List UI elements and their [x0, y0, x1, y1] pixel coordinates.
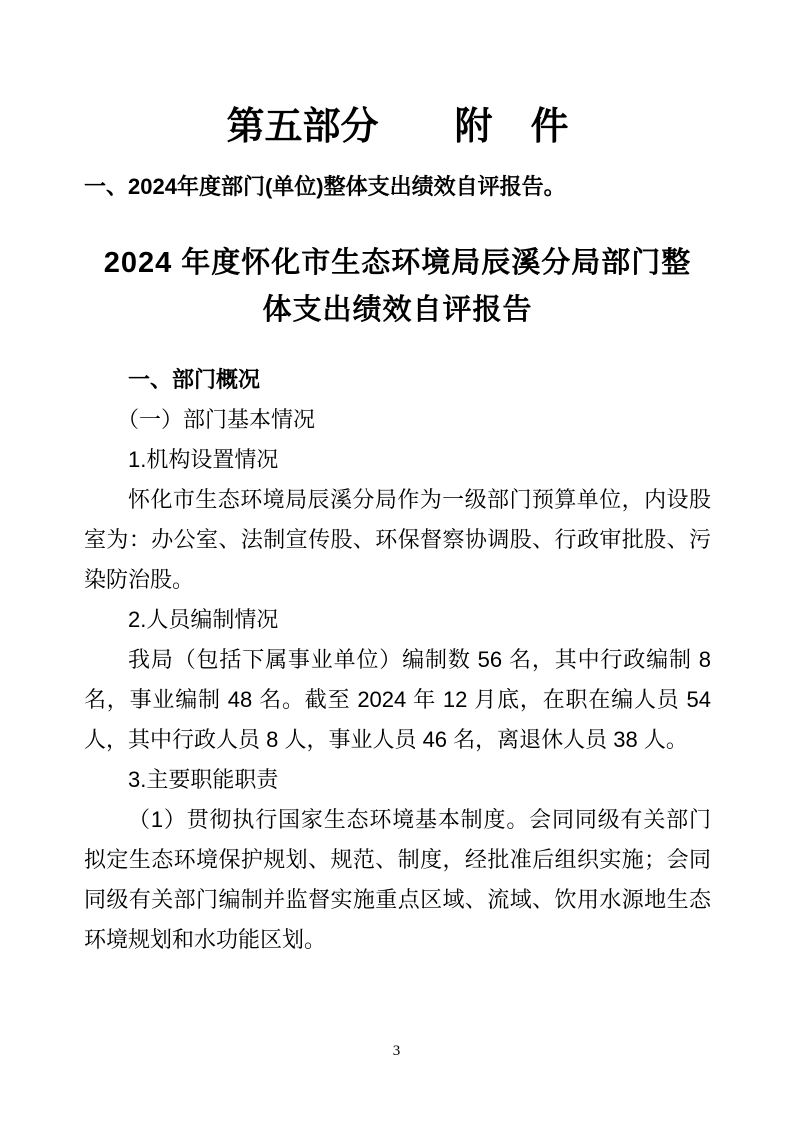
heading-staffing: 2.人员编制情况 [128, 607, 279, 632]
paragraph-main-duties-1: （1）贯彻执行国家生态环境基本制度。会同同级有关部门拟定生态环境保护规划、规范、制度，经批准后组织实施；会同同级有关部门编制并监督实施重点区域、流域、饮用水源地生态环境规划和水功能区划。 [84, 807, 711, 952]
section-title: 第五部分 附 件 [226, 106, 569, 148]
attachment-list-item: 一、2024年度部门(单位)整体支出绩效自评报告。 [84, 174, 566, 199]
heading-institution-setup: 1.机构设置情况 [128, 447, 279, 472]
paragraph-institution-setup: 怀化市生态环境局辰溪分局作为一级部门预算单位，内设股室为：办公室、法制宣传股、环保督察协调股、行政审批股、污染防治股。 [84, 487, 711, 592]
page-content [84, 0, 711, 960]
heading-main-duties: 3.主要职能职责 [128, 767, 279, 792]
paragraph-staffing: 我局（包括下属事业单位）编制数 56 名，其中行政编制 8 名，事业编制 48 名。截至 2024 年 12 月底，在职在编人员 54 人，其中行政人员 8 人，事业人员 46 名，离退休人员 38 人。 [84, 647, 711, 752]
report-title [84, 240, 711, 334]
heading-department-overview: 一、部门概况 [128, 367, 261, 392]
report-body [84, 360, 711, 960]
report-title-line-1: 2024 年度怀化市生态环境局辰溪分局部门整 [103, 247, 692, 279]
report-title-line-2: 体支出绩效自评报告 [262, 294, 533, 326]
heading-basic-situation: （一）部门基本情况 [117, 407, 316, 432]
page-number: 3 [392, 1043, 401, 1059]
